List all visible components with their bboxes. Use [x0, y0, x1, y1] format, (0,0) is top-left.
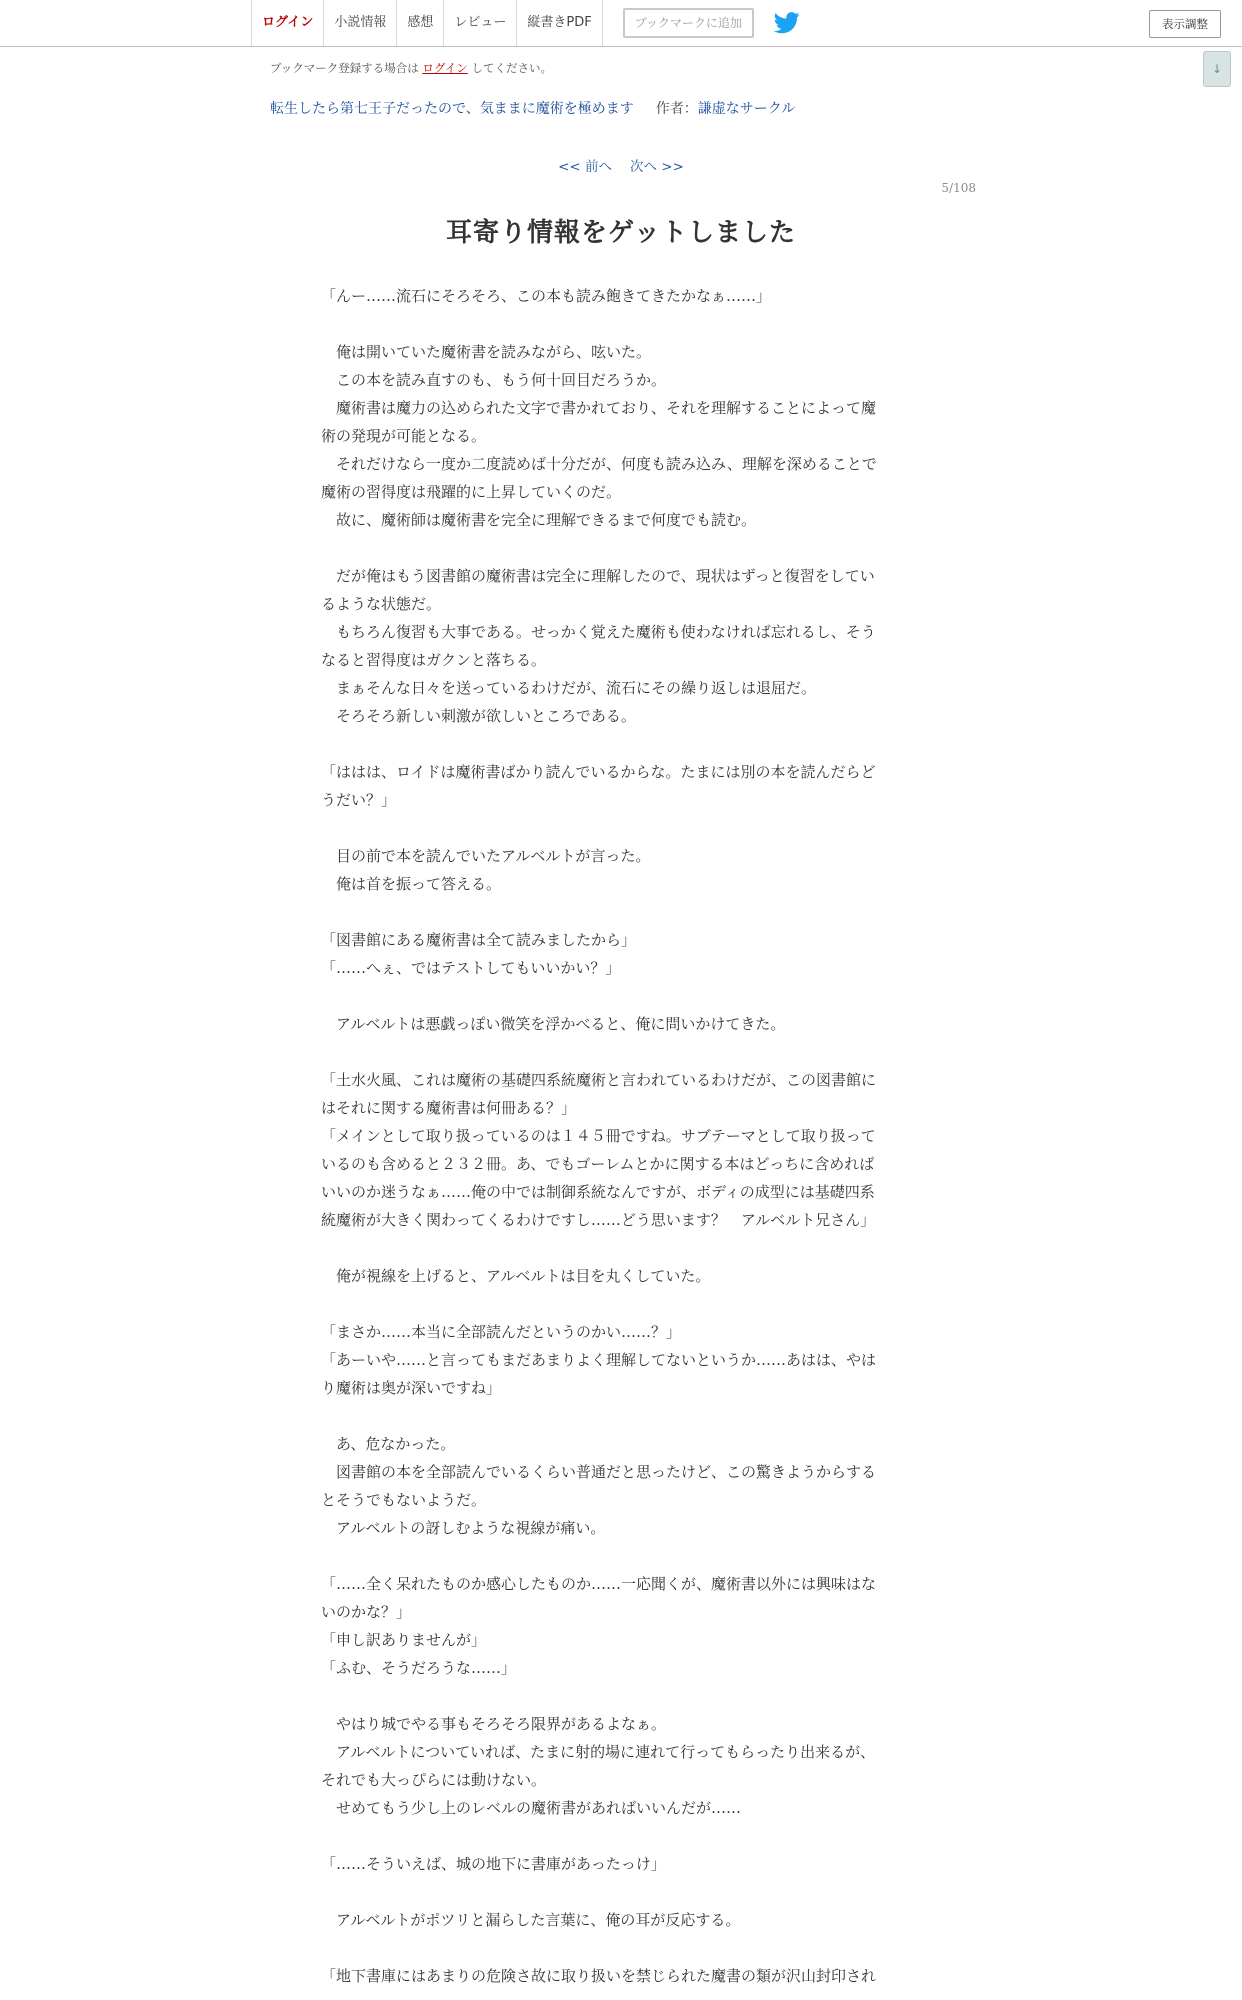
body-line: 図書館の本を全部読んでいるくらい普通だと思ったけど、この驚きようからする: [321, 1463, 877, 1481]
add-bookmark-button[interactable]: ブックマークに追加: [623, 8, 754, 38]
body-line: 「メインとして取り扱っているのは１４５冊ですね。サブテーマとして取り扱って: [321, 1127, 876, 1145]
body-line: アルベルトがポツリと漏らした言葉に、俺の耳が反応する。: [321, 1911, 741, 1929]
login-link[interactable]: ログイン: [251, 0, 323, 46]
body-line: いのかな？」: [321, 1603, 412, 1621]
body-line: 俺は開いていた魔術書を読みながら、呟いた。: [321, 343, 652, 361]
body-line: 俺は首を振って答える。: [321, 875, 502, 893]
body-line: なると習得度はガクンと落ちる。: [321, 651, 547, 669]
body-line: それだけなら一度か二度読めば十分だが、何度も読み込み、理解を深めることで: [321, 455, 877, 473]
body-line: [321, 730, 921, 758]
impressions-link[interactable]: 感想: [396, 0, 443, 46]
body-line: もちろん復習も大事である。せっかく覚えた魔術も使わなければ忘れるし、そう: [321, 623, 876, 641]
body-line: 「まさか……本当に全部読んだというのかい……？」: [321, 1323, 682, 1341]
body-line: [321, 310, 921, 338]
body-line: 「地下書庫にはあまりの危険さ故に取り扱いを禁じられた魔書の類が沢山封印され: [321, 1967, 877, 1985]
body-line: [321, 1038, 921, 1066]
body-line: り魔術は奥が深いですね」: [321, 1379, 502, 1397]
body-line: 故に、魔術師は魔術書を完全に理解できるまで何度でも読む。: [321, 511, 757, 529]
body-line: [321, 1542, 921, 1570]
body-line: 目の前で本を読んでいたアルベルトが言った。: [321, 847, 651, 865]
body-line: 「ははは、ロイドは魔術書ばかり読んでいるからな。たまには別の本を読んだらど: [321, 763, 876, 781]
body-line: はそれに関する魔術書は何冊ある？」: [321, 1099, 577, 1117]
series-info: [270, 98, 795, 118]
notice-login-link[interactable]: ログイン: [422, 61, 468, 75]
body-line: [321, 982, 921, 1010]
body-line: あ、危なかった。: [321, 1435, 456, 1453]
review-link[interactable]: レビュー: [443, 0, 516, 46]
body-line: まぁそんな日々を送っているわけだが、流石にその繰り返しは退屈だ。: [321, 679, 817, 697]
chapter-body: [321, 282, 921, 1990]
body-line: [321, 1934, 921, 1962]
body-line: 魔術の習得度は飛躍的に上昇していくのだ。: [321, 483, 622, 501]
top-bar: [0, 0, 1242, 47]
body-line: [321, 1290, 921, 1318]
body-line: [321, 1402, 921, 1430]
body-line: 「申し訳ありませんが」: [321, 1631, 487, 1649]
body-line: 「……へぇ、ではテストしてもいいかい？」: [321, 959, 621, 977]
body-line: せめてもう少し上のレベルの魔術書があればいいんだが……: [321, 1799, 742, 1817]
scroll-down-icon[interactable]: ↓: [1203, 51, 1231, 87]
display-settings-button[interactable]: 表示調整: [1149, 10, 1221, 38]
body-line: るような状態だ。: [321, 595, 442, 613]
page-count: 5/108: [941, 181, 976, 195]
twitter-bird-icon[interactable]: [774, 12, 800, 34]
body-line: そろそろ新しい刺激が欲しいところである。: [321, 707, 636, 725]
body-line: アルベルトについていれば、たまに射的場に連れて行ってもらったり出来るが、: [321, 1743, 876, 1761]
body-line: 「……そういえば、城の地下に書庫があったっけ」: [321, 1855, 666, 1873]
body-line: アルベルトは悪戯っぽい微笑を浮かべると、俺に問いかけてきた。: [321, 1015, 786, 1033]
body-line: いいのか迷うなぁ……俺の中では制御系統なんですが、ボディの成型には基礎四系: [321, 1183, 875, 1201]
body-line: だが俺はもう図書館の魔術書は完全に理解したので、現状はずっと復習をしてい: [321, 567, 875, 585]
body-line: [321, 1234, 921, 1262]
body-line: 「ふむ、そうだろうな……」: [321, 1659, 517, 1677]
chapter-title: 耳寄り情報をゲットしました: [446, 218, 796, 248]
body-line: いるのも含めると２３２冊。あ、でもゴーレムとかに関する本はどっちに含めれば: [321, 1155, 875, 1173]
body-line: 俺が視線を上げると、アルベルトは目を丸くしていた。: [321, 1267, 711, 1285]
novel-info-link[interactable]: 小説情報: [323, 0, 396, 46]
author-label: 作者：: [655, 101, 698, 117]
body-line: うだい？」: [321, 791, 397, 809]
notice-suffix: してください。: [471, 61, 552, 75]
body-line: アルベルトの訝しむような視線が痛い。: [321, 1519, 606, 1537]
body-line: やはり城でやる事もそろそろ限界があるよなぁ。: [321, 1715, 667, 1733]
body-line: それでも大っぴらには動けない。: [321, 1771, 547, 1789]
body-line: とそうでもないようだ。: [321, 1491, 487, 1509]
vertical-pdf-link[interactable]: 縦書きPDF: [516, 0, 602, 46]
body-line: [321, 534, 921, 562]
body-line: [321, 1822, 921, 1850]
body-line: [321, 1682, 921, 1710]
chapter-pager: [0, 155, 1242, 175]
series-title-link[interactable]: 転生したら第七王子だったので、気ままに魔術を極めます: [270, 101, 634, 117]
notice-prefix: ブックマーク登録する場合は: [270, 61, 419, 75]
body-line: [321, 898, 921, 926]
author-link[interactable]: 謙虚なサークル: [697, 101, 796, 117]
body-line: 「あーいや……と言ってもまだあまりよく理解してないというか……あはは、やは: [321, 1351, 877, 1369]
body-line: 魔術書は魔力の込められた文字で書かれており、それを理解することによって魔: [321, 399, 877, 417]
header-nav: [251, 0, 800, 46]
body-line: この本を読み直すのも、もう何十回目だろうか。: [321, 371, 667, 389]
body-line: 「図書館にある魔術書は全て読みましたから」: [321, 931, 637, 949]
body-line: 「土水火風、これは魔術の基礎四系統魔術と言われているわけだが、この図書館に: [321, 1071, 877, 1089]
prev-chapter-link[interactable]: << 前へ: [558, 159, 612, 175]
body-line: 「んー……流石にそろそろ、この本も読み飽きてきたかなぁ……」: [321, 287, 772, 305]
body-line: 「……全く呆れたものか感心したものか……一応聞くが、魔術書以外には興味はな: [321, 1575, 877, 1593]
body-line: 統魔術が大きく関わってくるわけですし……どう思います？ アルベルト兄さん」: [321, 1211, 876, 1229]
body-line: [321, 1878, 921, 1906]
bookmark-notice: [270, 60, 552, 76]
next-chapter-link[interactable]: 次へ >>: [630, 159, 684, 175]
body-line: 術の発現が可能となる。: [321, 427, 487, 445]
body-line: [321, 814, 921, 842]
